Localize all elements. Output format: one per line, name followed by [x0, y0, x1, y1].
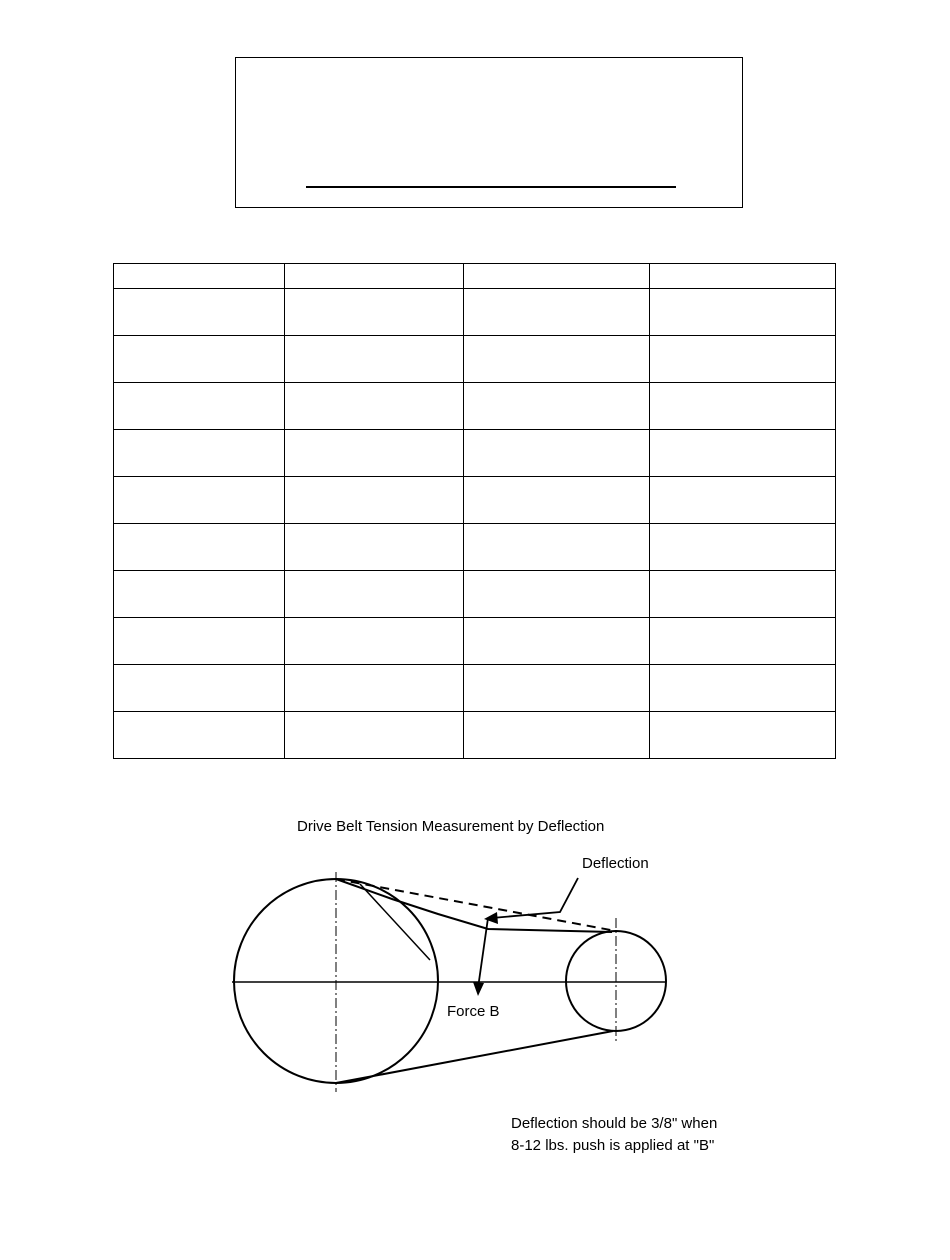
force-arrow-head [473, 982, 484, 996]
deflection-arrow-head [484, 912, 498, 924]
diagram-title: Drive Belt Tension Measurement by Deflection [297, 818, 605, 835]
belt-bottom [336, 1031, 613, 1083]
force-b-label: Force B [447, 1003, 500, 1020]
note-line-2: 8-12 lbs. push is applied at "B" [511, 1137, 715, 1154]
deflection-label: Deflection [582, 855, 649, 872]
note-line-1: Deflection should be 3/8" when [511, 1115, 718, 1132]
deflection-arrow [492, 878, 578, 918]
